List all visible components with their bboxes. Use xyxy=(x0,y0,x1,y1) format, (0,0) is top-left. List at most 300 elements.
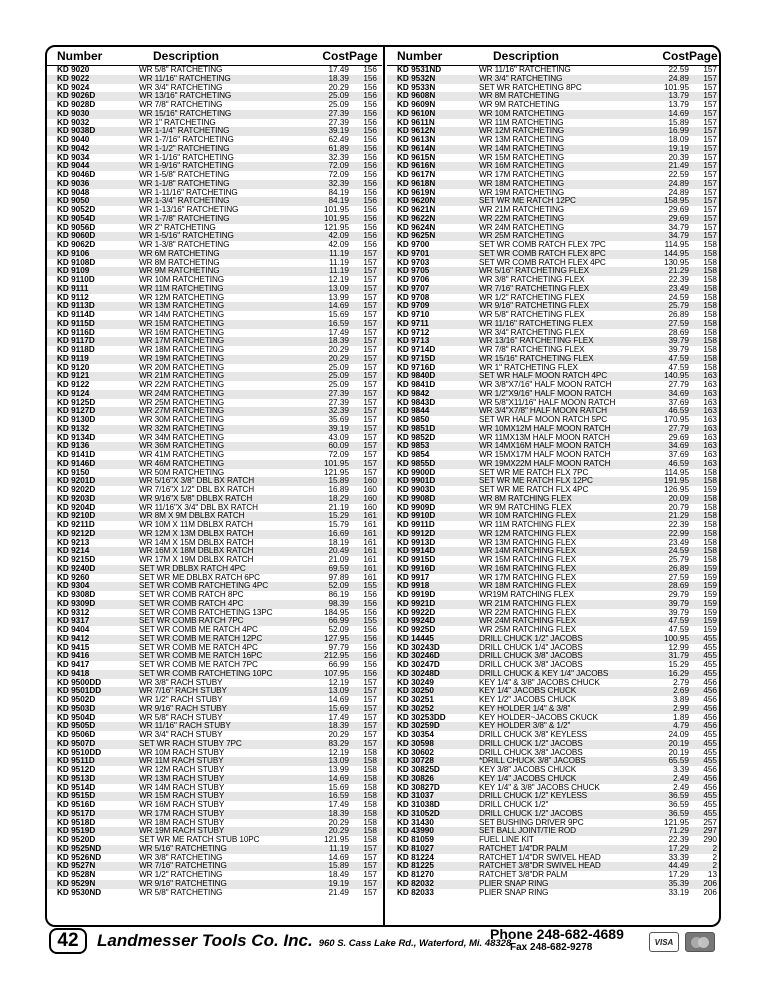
item-description: WR 8M RATCHETING xyxy=(479,92,560,101)
item-description: SET WR COMB RATCHETING 10PC xyxy=(139,669,273,678)
item-number: KD 30354 xyxy=(397,731,434,739)
item-page: 157 xyxy=(363,686,377,696)
item-cost: 42.09 xyxy=(328,231,349,241)
item-cost: 52.09 xyxy=(328,581,349,591)
item-cost: 22.39 xyxy=(668,520,689,529)
item-description: WR 17M RATCHING FLEX xyxy=(479,573,577,582)
item-number: KD 30246D xyxy=(397,652,440,661)
item-page: 161 xyxy=(363,555,377,564)
item-page: 156 xyxy=(363,187,377,197)
item-page: 156 xyxy=(363,598,377,608)
item-number: KD 9922D xyxy=(397,608,436,617)
item-cost: 21.19 xyxy=(328,502,349,512)
item-page: 159 xyxy=(703,572,717,582)
item-number: KD 9136 xyxy=(57,442,90,451)
item-page: 158 xyxy=(363,756,377,766)
item-page: 297 xyxy=(703,826,717,836)
item-number: KD 9709 xyxy=(397,302,430,311)
table-row xyxy=(387,766,721,775)
item-cost: 18.39 xyxy=(328,721,349,731)
item-description: WR 14M X 15M DBLBX RATCH xyxy=(139,538,254,547)
item-cost: 13.99 xyxy=(328,292,349,302)
item-description: WR 12M RACH STUBY xyxy=(139,766,225,774)
item-description: WR 5/8"X11/16" HALF MOON RATCH xyxy=(479,398,616,407)
item-page: 159 xyxy=(703,590,717,599)
item-description: DRILL CHUCK 1/2" JACOBS xyxy=(479,809,583,818)
item-number: KD 9918 xyxy=(397,582,430,591)
item-cost: 27.39 xyxy=(328,108,349,118)
item-number: KD 9855D xyxy=(397,459,436,468)
item-page: 159 xyxy=(703,598,717,608)
item-page: 455 xyxy=(703,808,717,818)
item-number: KD 9619N xyxy=(397,188,436,197)
item-page: 156 xyxy=(363,651,377,661)
item-cost: 72.09 xyxy=(328,170,349,179)
item-cost: 65.59 xyxy=(668,756,689,766)
item-page: 157 xyxy=(363,266,377,276)
item-number: KD 9919D xyxy=(397,591,436,599)
item-number: KD 9417 xyxy=(57,661,90,669)
item-description: WR 10M X 11M DBLBX RATCH xyxy=(139,521,253,529)
item-number: KD 9701 xyxy=(397,249,430,258)
item-description: PLIER SNAP RING xyxy=(479,888,549,897)
item-description: WR 11M RATCHETING xyxy=(139,284,224,293)
item-number: KD 9915D xyxy=(397,556,436,564)
item-description: WR 5/16" RATCHETING FLEX xyxy=(479,267,589,276)
item-page: 156 xyxy=(363,590,377,599)
item-number: KD 9854 xyxy=(397,451,430,459)
item-description: WR 15/16" RATCHETING FLEX xyxy=(479,354,594,363)
item-number: KD 9516D xyxy=(57,801,96,809)
item-page: 157 xyxy=(703,73,717,83)
item-description: *DRILL CHUCK 3/8" JACOBS xyxy=(479,757,586,766)
item-page: 157 xyxy=(363,362,377,372)
item-cost: 3.39 xyxy=(673,765,689,774)
item-page: 163 xyxy=(703,415,717,424)
item-page: 456 xyxy=(703,695,717,704)
item-page: 161 xyxy=(363,563,377,573)
item-cost: 107.95 xyxy=(323,668,349,678)
item-description: WR 34M RATCHETING xyxy=(139,433,225,442)
item-cost: 27.79 xyxy=(668,423,689,433)
item-number: KD 9120 xyxy=(57,363,90,372)
item-number: KD 9529N xyxy=(57,879,96,888)
item-page: 158 xyxy=(703,555,717,564)
item-number: KD 9214 xyxy=(57,547,90,556)
company-name: Landmesser Tools Co. Inc. xyxy=(97,931,313,950)
item-page: 455 xyxy=(703,747,717,757)
item-number: KD 9418 xyxy=(57,669,90,678)
item-number: KD 30259D xyxy=(397,722,440,731)
item-number: KD 9518D xyxy=(57,818,96,827)
item-cost: 1.89 xyxy=(673,712,689,722)
item-number: KD 9415 xyxy=(57,643,90,652)
item-description: WR 25M RATCHETING xyxy=(139,398,225,407)
item-cost: 42.09 xyxy=(328,240,349,249)
item-cost: 21.09 xyxy=(328,555,349,564)
item-cost: 20.29 xyxy=(328,82,349,92)
item-description: WR 19M RATCHETING xyxy=(479,188,565,197)
item-description: WR 17M RATCHETING xyxy=(479,171,565,179)
item-cost: 12.19 xyxy=(328,275,349,284)
item-number: KD 30243D xyxy=(397,643,440,652)
header-description: Description xyxy=(153,49,220,63)
item-cost: 60.09 xyxy=(328,441,349,451)
item-page: 456 xyxy=(703,765,717,774)
header-cost: Cost xyxy=(662,49,689,63)
item-number: KD 9215D xyxy=(57,556,96,564)
table-row xyxy=(387,687,721,696)
item-page: 156 xyxy=(363,152,377,162)
item-number: KD 9526ND xyxy=(57,853,102,862)
item-page: 456 xyxy=(703,677,717,687)
item-cost: 13.79 xyxy=(668,100,689,109)
item-page: 157 xyxy=(363,336,377,346)
item-cost: 25.09 xyxy=(328,91,349,101)
item-number: KD 9708 xyxy=(397,293,430,302)
item-number: KD 9515D xyxy=(57,792,96,801)
item-number: KD 9615N xyxy=(397,153,436,162)
item-description: SET WR COMB RATCH FLEX 7PC xyxy=(479,241,606,249)
item-description: DRILL CHUCK 1/4" JACOBS xyxy=(479,643,583,652)
item-description: WR 1-3/8" RATCHETING xyxy=(139,241,230,249)
item-description: WR 18M RATCHING FLEX xyxy=(479,582,577,591)
item-description: WR 18M RACH STUBY xyxy=(139,818,225,827)
item-cost: 184.95 xyxy=(323,607,349,617)
item-description: WR 24M RATCHETING xyxy=(479,223,565,232)
item-number: KD 9506D xyxy=(57,731,96,739)
item-cost: 47.59 xyxy=(668,353,689,363)
item-page: 157 xyxy=(703,82,717,92)
item-cost: 18.39 xyxy=(328,808,349,818)
item-description: WR 1-1/16" RATCHETING xyxy=(139,153,234,162)
item-page: 156 xyxy=(363,65,377,74)
item-page: 158 xyxy=(703,248,717,258)
item-page: 157 xyxy=(363,730,377,739)
item-description: WR 24M RATCHING FLEX xyxy=(479,617,577,626)
item-description: WR 11M RATCHING FLEX xyxy=(479,521,576,529)
item-description: SET WR HALF MOON RATCH 4PC xyxy=(479,372,608,381)
item-description: WR 1-3/4" RATCHETING xyxy=(139,197,230,206)
item-cost: 101.95 xyxy=(323,205,349,214)
item-page: 156 xyxy=(363,222,377,232)
item-page: 158 xyxy=(363,747,377,757)
item-number: KD 9119 xyxy=(57,354,89,363)
item-number: KD 9046D xyxy=(57,171,96,179)
item-description: WR 19MX22M HALF MOON RATCH xyxy=(479,459,611,468)
item-description: WR 3/8"X7/16" HALF MOON RATCH xyxy=(479,381,612,389)
item-number: KD 9260 xyxy=(57,573,90,582)
item-number: KD 9903D xyxy=(397,486,436,494)
item-description: WR 3/4" RATCHETING xyxy=(479,74,563,83)
item-cost: 16.59 xyxy=(328,318,349,328)
page-number: 42 xyxy=(49,928,87,954)
item-cost: 47.59 xyxy=(668,625,689,634)
item-description: WR 14M RATCHING FLEX xyxy=(479,547,577,556)
item-cost: 86.19 xyxy=(328,590,349,599)
item-cost: 84.19 xyxy=(328,187,349,197)
item-cost: 15.79 xyxy=(328,520,349,529)
item-number: KD 9716D xyxy=(397,363,436,372)
item-description: WR 10MX12M HALF MOON RATCH xyxy=(479,424,611,433)
item-description: WR 12M RATCHING FLEX xyxy=(479,529,577,538)
item-description: WR 15M RATCHING FLEX xyxy=(479,556,577,564)
item-description: WR 11MX13M HALF MOON RATCH xyxy=(479,433,610,442)
item-description: WR 7/16" RACH STUBY xyxy=(139,687,227,696)
item-number: KD 9026D xyxy=(57,92,96,101)
item-page: 157 xyxy=(703,126,717,136)
item-description: WR 11M RACH STUBY xyxy=(139,757,224,766)
item-cost: 20.39 xyxy=(668,152,689,162)
item-description: WR 19M RATCHETING xyxy=(139,354,225,363)
item-description: SET WR COMB ME RATCH 12PC xyxy=(139,634,263,643)
item-description: WR 7/8" RATCHETING xyxy=(139,101,223,109)
item-number: KD 9703 xyxy=(397,258,430,267)
item-page: 157 xyxy=(363,292,377,302)
item-page: 157 xyxy=(363,353,377,363)
item-number: KD 9130D xyxy=(57,416,96,424)
item-page: 455 xyxy=(703,756,717,766)
item-description: WR 1-1/4" RATCHETING xyxy=(139,127,230,136)
item-description: WR 36M RATCHETING xyxy=(139,442,225,451)
item-page: 158 xyxy=(703,257,717,267)
item-description: WR 16M RATCHING FLEX xyxy=(479,564,577,573)
item-page: 163 xyxy=(703,380,717,389)
item-cost: 27.39 xyxy=(328,397,349,407)
item-description: WR 1/2" RACH STUBY xyxy=(139,696,223,704)
item-page: 156 xyxy=(363,240,377,249)
item-number: KD 9117D xyxy=(57,337,95,346)
item-description: KEY 3/8" JACOBS CHUCK xyxy=(479,766,577,774)
item-description: SET WR DBLBX RATCH 4PC xyxy=(139,564,246,573)
item-description: WR 1/2"X9/16" HALF MOON RATCH xyxy=(479,389,612,398)
item-cost: 20.29 xyxy=(328,353,349,363)
item-description: WR19M RATCHING FLEX xyxy=(479,591,574,599)
item-description: WR 17M RACH STUBY xyxy=(139,809,225,818)
item-number: KD 9111 xyxy=(57,284,89,293)
item-page: 157 xyxy=(363,870,377,879)
item-page: 156 xyxy=(363,231,377,241)
item-number: KD 30251 xyxy=(397,696,434,704)
item-number: KD 9213 xyxy=(57,538,90,547)
item-description: WR 3/4" RATCHETING xyxy=(139,83,223,92)
item-number: KD 9925D xyxy=(397,626,436,634)
item-page: 157 xyxy=(363,843,377,853)
item-page: 156 xyxy=(363,100,377,109)
item-cost: 34.69 xyxy=(668,441,689,451)
item-description: WR 15M RACH STUBY xyxy=(139,792,225,801)
price-list-table xyxy=(45,45,721,927)
item-page: 158 xyxy=(703,327,717,337)
item-description: DRILL CHUCK 1/2" JACOBS xyxy=(479,739,583,748)
item-cost: 97.89 xyxy=(328,572,349,582)
item-page: 156 xyxy=(363,660,377,669)
item-number: KD 9842 xyxy=(397,389,430,398)
item-cost: 121.95 xyxy=(323,222,349,232)
table-row xyxy=(387,705,721,714)
item-page: 158 xyxy=(703,546,717,556)
item-page: 158 xyxy=(363,835,377,844)
item-number: KD 9118D xyxy=(57,346,95,354)
item-page: 456 xyxy=(703,686,717,696)
item-number: KD 30728 xyxy=(397,757,434,766)
item-number: KD 9036 xyxy=(57,179,90,188)
item-page: 157 xyxy=(703,100,717,109)
item-cost: 101.95 xyxy=(323,213,349,223)
item-number: KD 9853 xyxy=(397,442,430,451)
item-description: WR 1-13/16" RATCHETING xyxy=(139,206,239,214)
item-description: SET WR COMB ME RATCH 16PC xyxy=(139,652,263,661)
item-page: 157 xyxy=(703,205,717,214)
item-number: KD 9530ND xyxy=(57,888,102,897)
item-cost: 14.69 xyxy=(328,773,349,783)
item-cost: 13.09 xyxy=(328,686,349,696)
item-description: WR 13M RATCHING FLEX xyxy=(479,538,577,547)
item-cost: 20.29 xyxy=(328,817,349,827)
item-number: KD 9312 xyxy=(57,608,90,617)
item-number: KD 9032 xyxy=(57,118,90,127)
item-description: WR 50M RATCHETING xyxy=(139,468,225,477)
item-page: 157 xyxy=(703,170,717,179)
item-number: KD 9613N xyxy=(397,136,436,144)
item-description: WR 15/16" RATCHETING xyxy=(139,109,232,118)
item-cost: 46.59 xyxy=(668,458,689,468)
item-number: KD 9617N xyxy=(397,171,436,179)
left-header-row xyxy=(47,47,382,66)
item-page: 158 xyxy=(703,318,717,328)
item-cost: 35.69 xyxy=(328,415,349,424)
item-number: KD 9707 xyxy=(397,284,430,293)
item-number: KD 9505D xyxy=(57,722,96,731)
item-number: KD 9713 xyxy=(397,337,430,346)
item-description: WR 16M RATCHETING xyxy=(139,328,225,337)
item-cost: 21.49 xyxy=(328,887,349,897)
item-page: 157 xyxy=(363,318,377,328)
item-cost: 15.89 xyxy=(328,861,349,871)
item-cost: 33.39 xyxy=(668,852,689,862)
item-description: SET WR ME RATCH FLX 7PC xyxy=(479,468,589,477)
item-page: 158 xyxy=(363,817,377,827)
item-cost: 20.19 xyxy=(668,747,689,757)
header-cost: Cost xyxy=(322,49,349,63)
item-cost: 39.19 xyxy=(328,423,349,433)
item-description: WR 12M RATCHETING xyxy=(479,127,565,136)
item-number: KD 9504D xyxy=(57,713,96,722)
item-number: KD 9210D xyxy=(57,512,96,521)
item-page: 206 xyxy=(703,887,717,897)
item-cost: 15.29 xyxy=(328,511,349,521)
item-page: 158 xyxy=(703,476,717,486)
item-number: KD 30247D xyxy=(397,661,440,669)
item-page: 158 xyxy=(703,292,717,302)
item-cost: 37.69 xyxy=(668,450,689,459)
item-description: PLIER SNAP RING xyxy=(479,879,549,888)
item-cost: 126.95 xyxy=(663,485,689,494)
item-description: WR 17M X 19M DBLBX RATCH xyxy=(139,556,254,564)
item-page: 155 xyxy=(363,581,377,591)
item-description: WR 13M RATCHETING xyxy=(479,136,565,144)
item-cost: 47.59 xyxy=(668,362,689,372)
item-number: KD 30825D xyxy=(397,766,440,774)
item-page: 455 xyxy=(703,633,717,643)
company-address: 960 S. Cass Lake Rd., Waterford, Mi. 48328 xyxy=(318,938,512,949)
item-page: 156 xyxy=(363,668,377,678)
item-cost: 72.09 xyxy=(328,450,349,459)
item-page: 163 xyxy=(703,450,717,459)
item-cost: 12.99 xyxy=(668,642,689,652)
page-footer xyxy=(45,926,721,956)
item-page: 159 xyxy=(703,485,717,494)
header-page: Page xyxy=(349,49,378,63)
item-number: KD 9507D xyxy=(57,739,96,748)
item-number: KD 9844 xyxy=(397,407,430,416)
item-page: 161 xyxy=(363,546,377,556)
item-description: WR 7/16" RATCHETING FLEX xyxy=(479,284,589,293)
header-description: Description xyxy=(493,49,560,63)
item-cost: 20.49 xyxy=(328,546,349,556)
item-cost: 13.09 xyxy=(328,283,349,293)
item-page: 257 xyxy=(703,817,717,827)
item-number: KD 31037 xyxy=(397,792,434,801)
item-cost: 29.69 xyxy=(668,432,689,442)
item-page: 158 xyxy=(703,301,717,311)
mastercard-icon xyxy=(685,932,715,952)
item-page: 157 xyxy=(703,213,717,223)
item-cost: 22.39 xyxy=(668,835,689,844)
item-number: KD 9038D xyxy=(57,127,96,136)
table-row xyxy=(387,670,721,679)
item-number: KD 31430 xyxy=(397,818,434,827)
item-cost: 83.29 xyxy=(328,738,349,748)
item-page: 157 xyxy=(703,187,717,197)
item-number: KD 82032 xyxy=(397,879,434,888)
item-description: WR 1/2" RATCHETING xyxy=(139,871,223,879)
item-description: SET WR COMB RATCHETING 13PC xyxy=(139,608,273,617)
item-description: WR 27M RATCHETING xyxy=(139,407,225,416)
item-cost: 2.49 xyxy=(673,782,689,792)
item-cost: 72.09 xyxy=(328,161,349,171)
item-cost: 17.49 xyxy=(328,800,349,809)
column-divider xyxy=(383,47,385,925)
item-cost: 34.79 xyxy=(668,231,689,241)
item-page: 158 xyxy=(703,266,717,276)
item-cost: 15.89 xyxy=(328,476,349,486)
item-description: WR 13/16" RATCHETING FLEX xyxy=(479,337,594,346)
item-description: WR 20M RATCHETING xyxy=(139,363,225,372)
item-page: 160 xyxy=(363,493,377,503)
item-number: KD 9141D xyxy=(57,451,96,459)
item-description: WR 10M RATCHETING xyxy=(139,276,225,284)
item-number: KD 9113D xyxy=(57,302,95,311)
item-description: KEY 1/4" JACOBS CHUCK xyxy=(479,774,577,783)
item-page: 290 xyxy=(703,835,717,844)
item-number: KD 9914D xyxy=(397,547,436,556)
item-number: KD 9527N xyxy=(57,862,96,871)
item-description: KEY 1/2" JACOBS CHUCK xyxy=(479,696,577,704)
item-cost: 140.95 xyxy=(663,371,689,381)
item-page: 157 xyxy=(703,108,717,118)
item-cost: 21.29 xyxy=(668,266,689,276)
fax-number: Fax 248-682-9278 xyxy=(510,942,593,953)
item-number: KD 9060D xyxy=(57,232,96,241)
item-page: 157 xyxy=(703,91,717,101)
item-cost: 37.69 xyxy=(668,397,689,407)
item-description: WR 30M RATCHETING xyxy=(139,416,225,424)
item-page: 159 xyxy=(703,616,717,626)
table-row xyxy=(47,889,382,898)
item-description: WR 3/8" RATCHETING FLEX xyxy=(479,276,585,284)
item-page: 161 xyxy=(363,537,377,547)
